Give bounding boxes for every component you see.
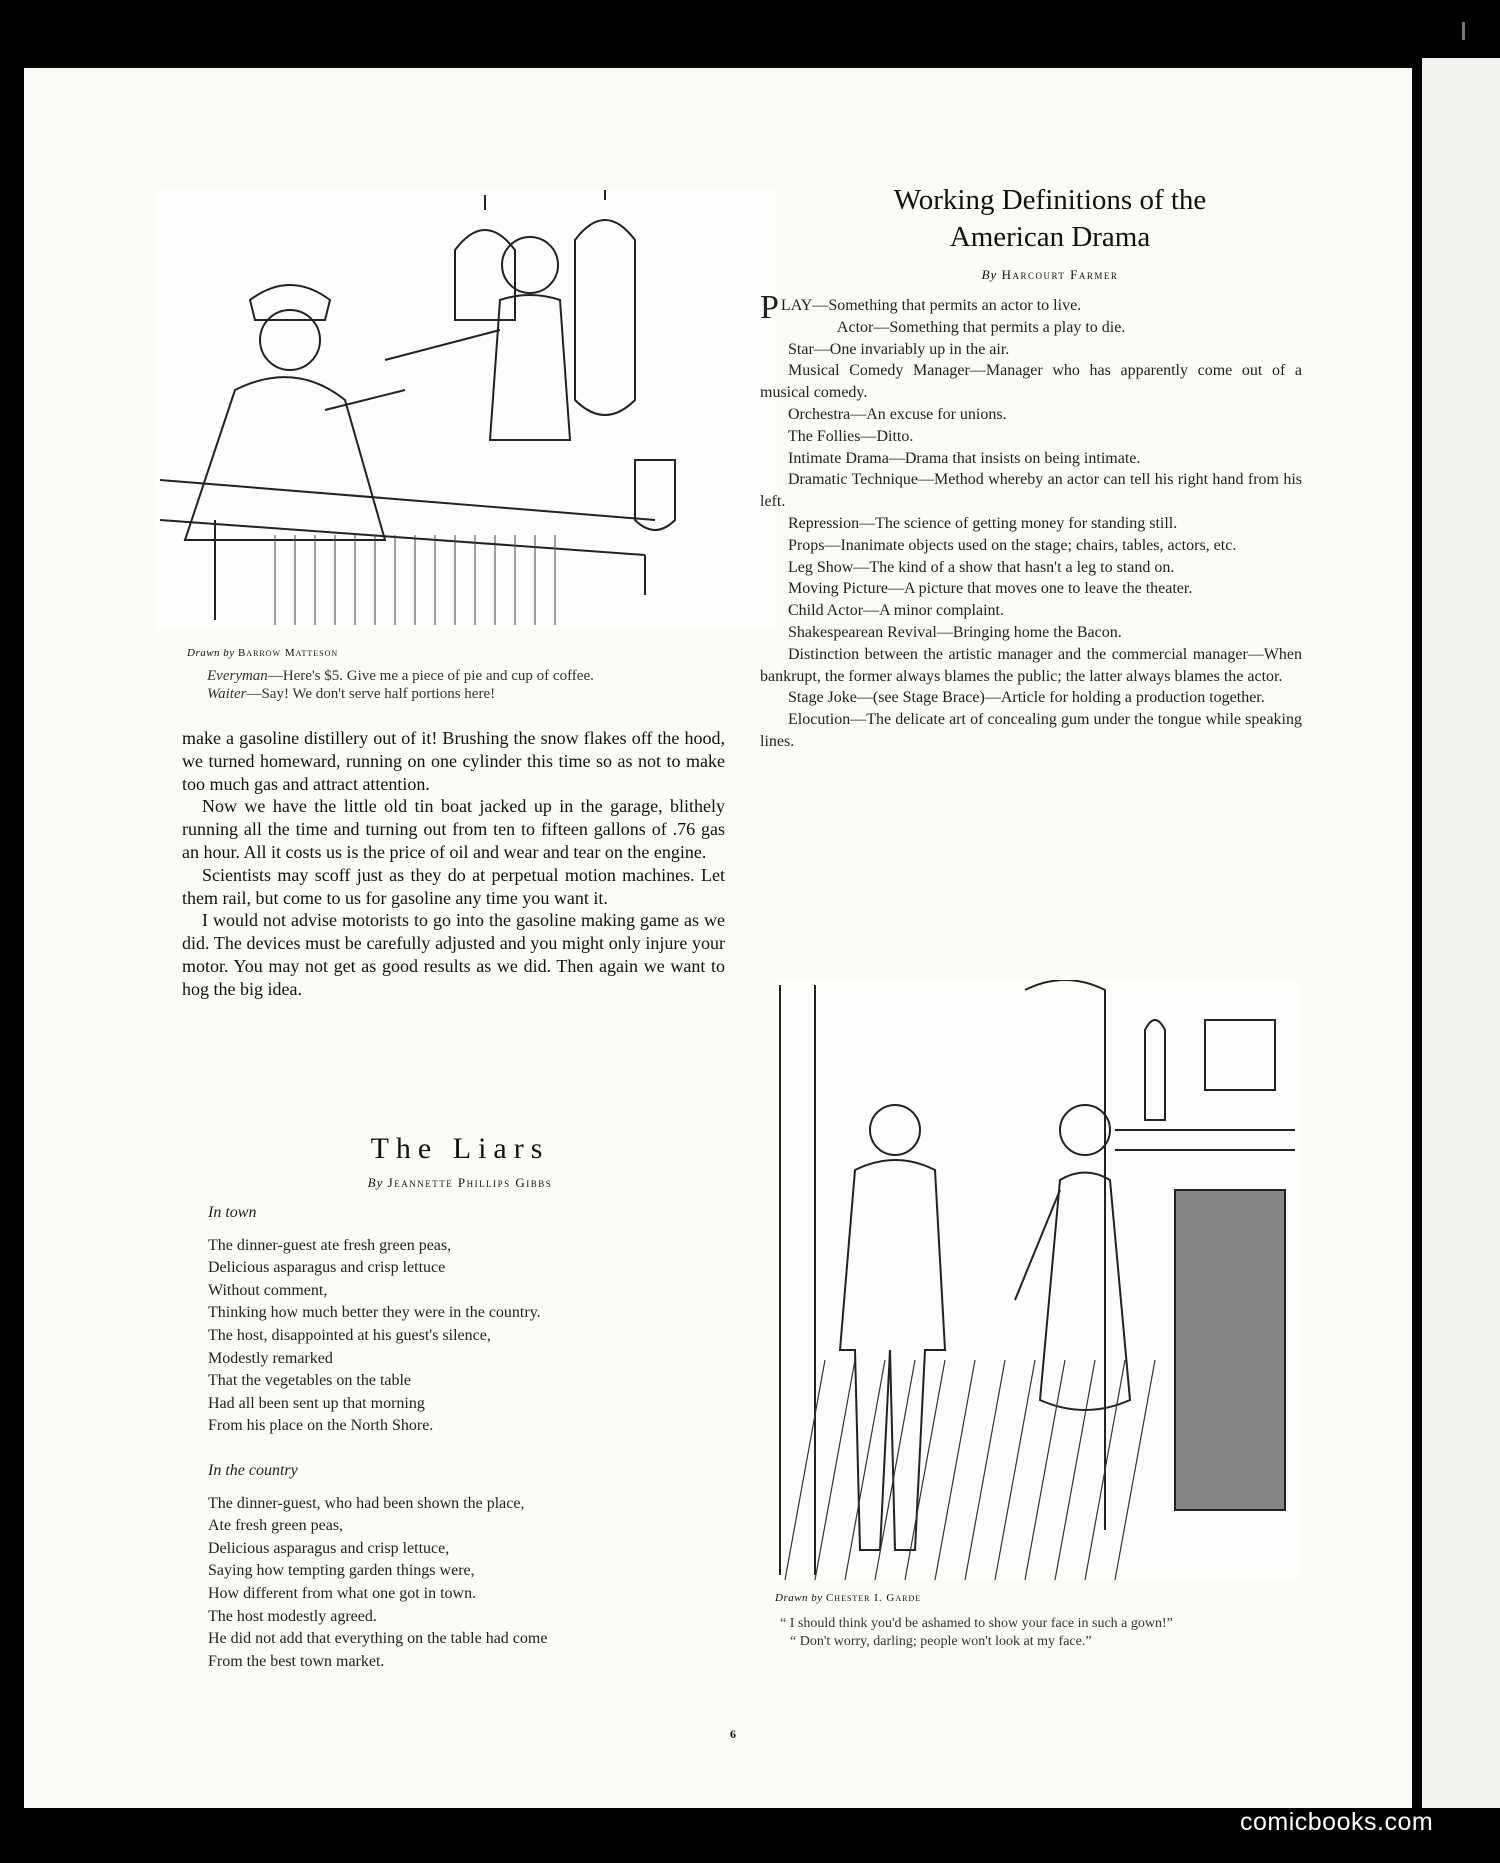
definition-entry: Elocution—The delicate art of concealing gum under the tongue while speaking lines. [760, 711, 1302, 750]
poem-line: He did not add that everything on the table had come [208, 1630, 548, 1648]
definition-entry: Moving Picture—A picture that moves one to leave the theater. [788, 580, 1193, 598]
poem-section-heading: In the country [208, 1462, 298, 1479]
page-number: 6 [730, 1727, 736, 1741]
poem-line: Modestly remarked [208, 1349, 333, 1367]
gasoline-article [182, 727, 725, 1001]
article-paragraph: Scientists may scoff just as they do at perpetual motion machines. Let them rail, but come to us for gasoline any time you want it. [182, 864, 725, 908]
bottom-cartoon-credit: Drawn by Chester I. Garde [775, 1592, 922, 1604]
article-paragraph: make a gasoline distillery out of it! Brushing the snow flakes off the hood, we turned homeward, running on one cylinder this time so as not to make too much gas and attract attention. [182, 728, 725, 794]
poem-line: From the best town market. [208, 1652, 385, 1670]
top-cartoon-caption: Everyman—Here's $5. Give me a piece of pie and cup of coffee. Waiter—Say! We don't serve half portions here! [207, 668, 594, 702]
poem-line: That the vegetables on the table [208, 1372, 412, 1390]
poem-line: Delicious asparagus and crisp lettuce, [208, 1539, 450, 1557]
definition-entry: Repression—The science of getting money for standing still. [788, 514, 1178, 532]
definition-entry: Actor—Something that permits a play to die. [836, 318, 1126, 336]
poem-line: The host modestly agreed. [208, 1607, 377, 1625]
definition-entry: Dramatic Technique—Method whereby an actor can tell his right hand from his left. [760, 471, 1302, 511]
poem-line: The dinner-guest, who had been shown the place, [208, 1494, 525, 1512]
poem-line: Thinking how much better they were in the country. [208, 1304, 541, 1322]
poem-line: The host, disappointed at his guest's silence, [208, 1326, 491, 1344]
definition-entry: Orchestra—An excuse for unions. [788, 405, 1007, 423]
definition-entry: Intimate Drama—Drama that insists on being intimate. [788, 449, 1141, 467]
definitions-byline: By Harcourt Farmer [981, 267, 1119, 282]
definition-entry: The Follies—Ditto. [788, 427, 914, 445]
liars-byline: By Jeannette Phillips Gibbs [367, 1175, 553, 1190]
definition-entry: Musical Comedy Manager—Manager who has apparently come out of a musical comedy. [760, 362, 1302, 402]
definitions-body [760, 289, 1302, 753]
next-page-edge [1422, 58, 1500, 1808]
poem-line: How different from what one got in town. [208, 1584, 477, 1602]
cartoon-lunch-counter [155, 190, 775, 630]
poem-line: From his place on the North Shore. [208, 1417, 434, 1435]
definition-entry: Props—Inanimate objects used on the stage; chairs, tables, actors, etc. [788, 536, 1237, 554]
poem-line: Delicious asparagus and crisp lettuce [208, 1259, 446, 1277]
liars-poem-in-town [208, 1202, 708, 1438]
poem-line: Saying how tempting garden things were, [208, 1562, 475, 1580]
definition-entry: Shakespearean Revival—Bringing home the Bacon. [788, 623, 1122, 641]
cartoon-couple [775, 980, 1300, 1580]
article-paragraph: I would not advise motorists to go into the gasoline making game as we did. The devices must be carefully adjusted and you might only injure your motor. You may not get as good results as we did. Then again we want to hog the big idea. [182, 910, 725, 999]
definition-entry: Leg Show—The kind of a show that hasn't a leg to stand on. [788, 558, 1175, 576]
liars-poem-in-the-country [208, 1460, 728, 1673]
poem-line: Without comment, [208, 1281, 328, 1299]
top-cartoon-credit: Drawn by Barrow Matteson [187, 647, 339, 659]
definitions-title: Working Definitions of the American Drama [893, 184, 1207, 253]
poem-line: The dinner-guest ate fresh green peas, [208, 1236, 452, 1254]
definition-entry: Distinction between the artistic manager and the commercial manager—When bankrupt, the former always blames the public; the latter always blames the actor. [760, 645, 1302, 685]
poem-line: Ate fresh green peas, [208, 1517, 344, 1535]
site-watermark: comicbooks.com [1240, 1808, 1434, 1836]
definition-entry: Star—One invariably up in the air. [788, 340, 1010, 358]
article-paragraph: Now we have the little old tin boat jacked up in the garage, blithely running all the time and turning out from ten to fifteen gallons of .76 gas an hour. All it costs us is the price of oil and wear and tear on the engine. [182, 796, 725, 862]
definition-entry: Stage Joke—(see Stage Brace)—Article for holding a production together. [788, 689, 1265, 707]
bottom-cartoon-caption: “ I should think you'd be ashamed to show your face in such a gown!” “ Don't worry, darling; people won't look at my face.” [780, 1616, 1173, 1649]
poem-section-heading: In town [208, 1204, 257, 1221]
definition-entry: PLAY—Something that permits an actor to live. [760, 289, 1082, 326]
liars-title: The Liars [370, 1132, 550, 1165]
definition-entry: Child Actor—A minor complaint. [788, 602, 1004, 620]
poem-line: Had all been sent up that morning [208, 1394, 425, 1412]
edge-mark [1462, 22, 1465, 40]
